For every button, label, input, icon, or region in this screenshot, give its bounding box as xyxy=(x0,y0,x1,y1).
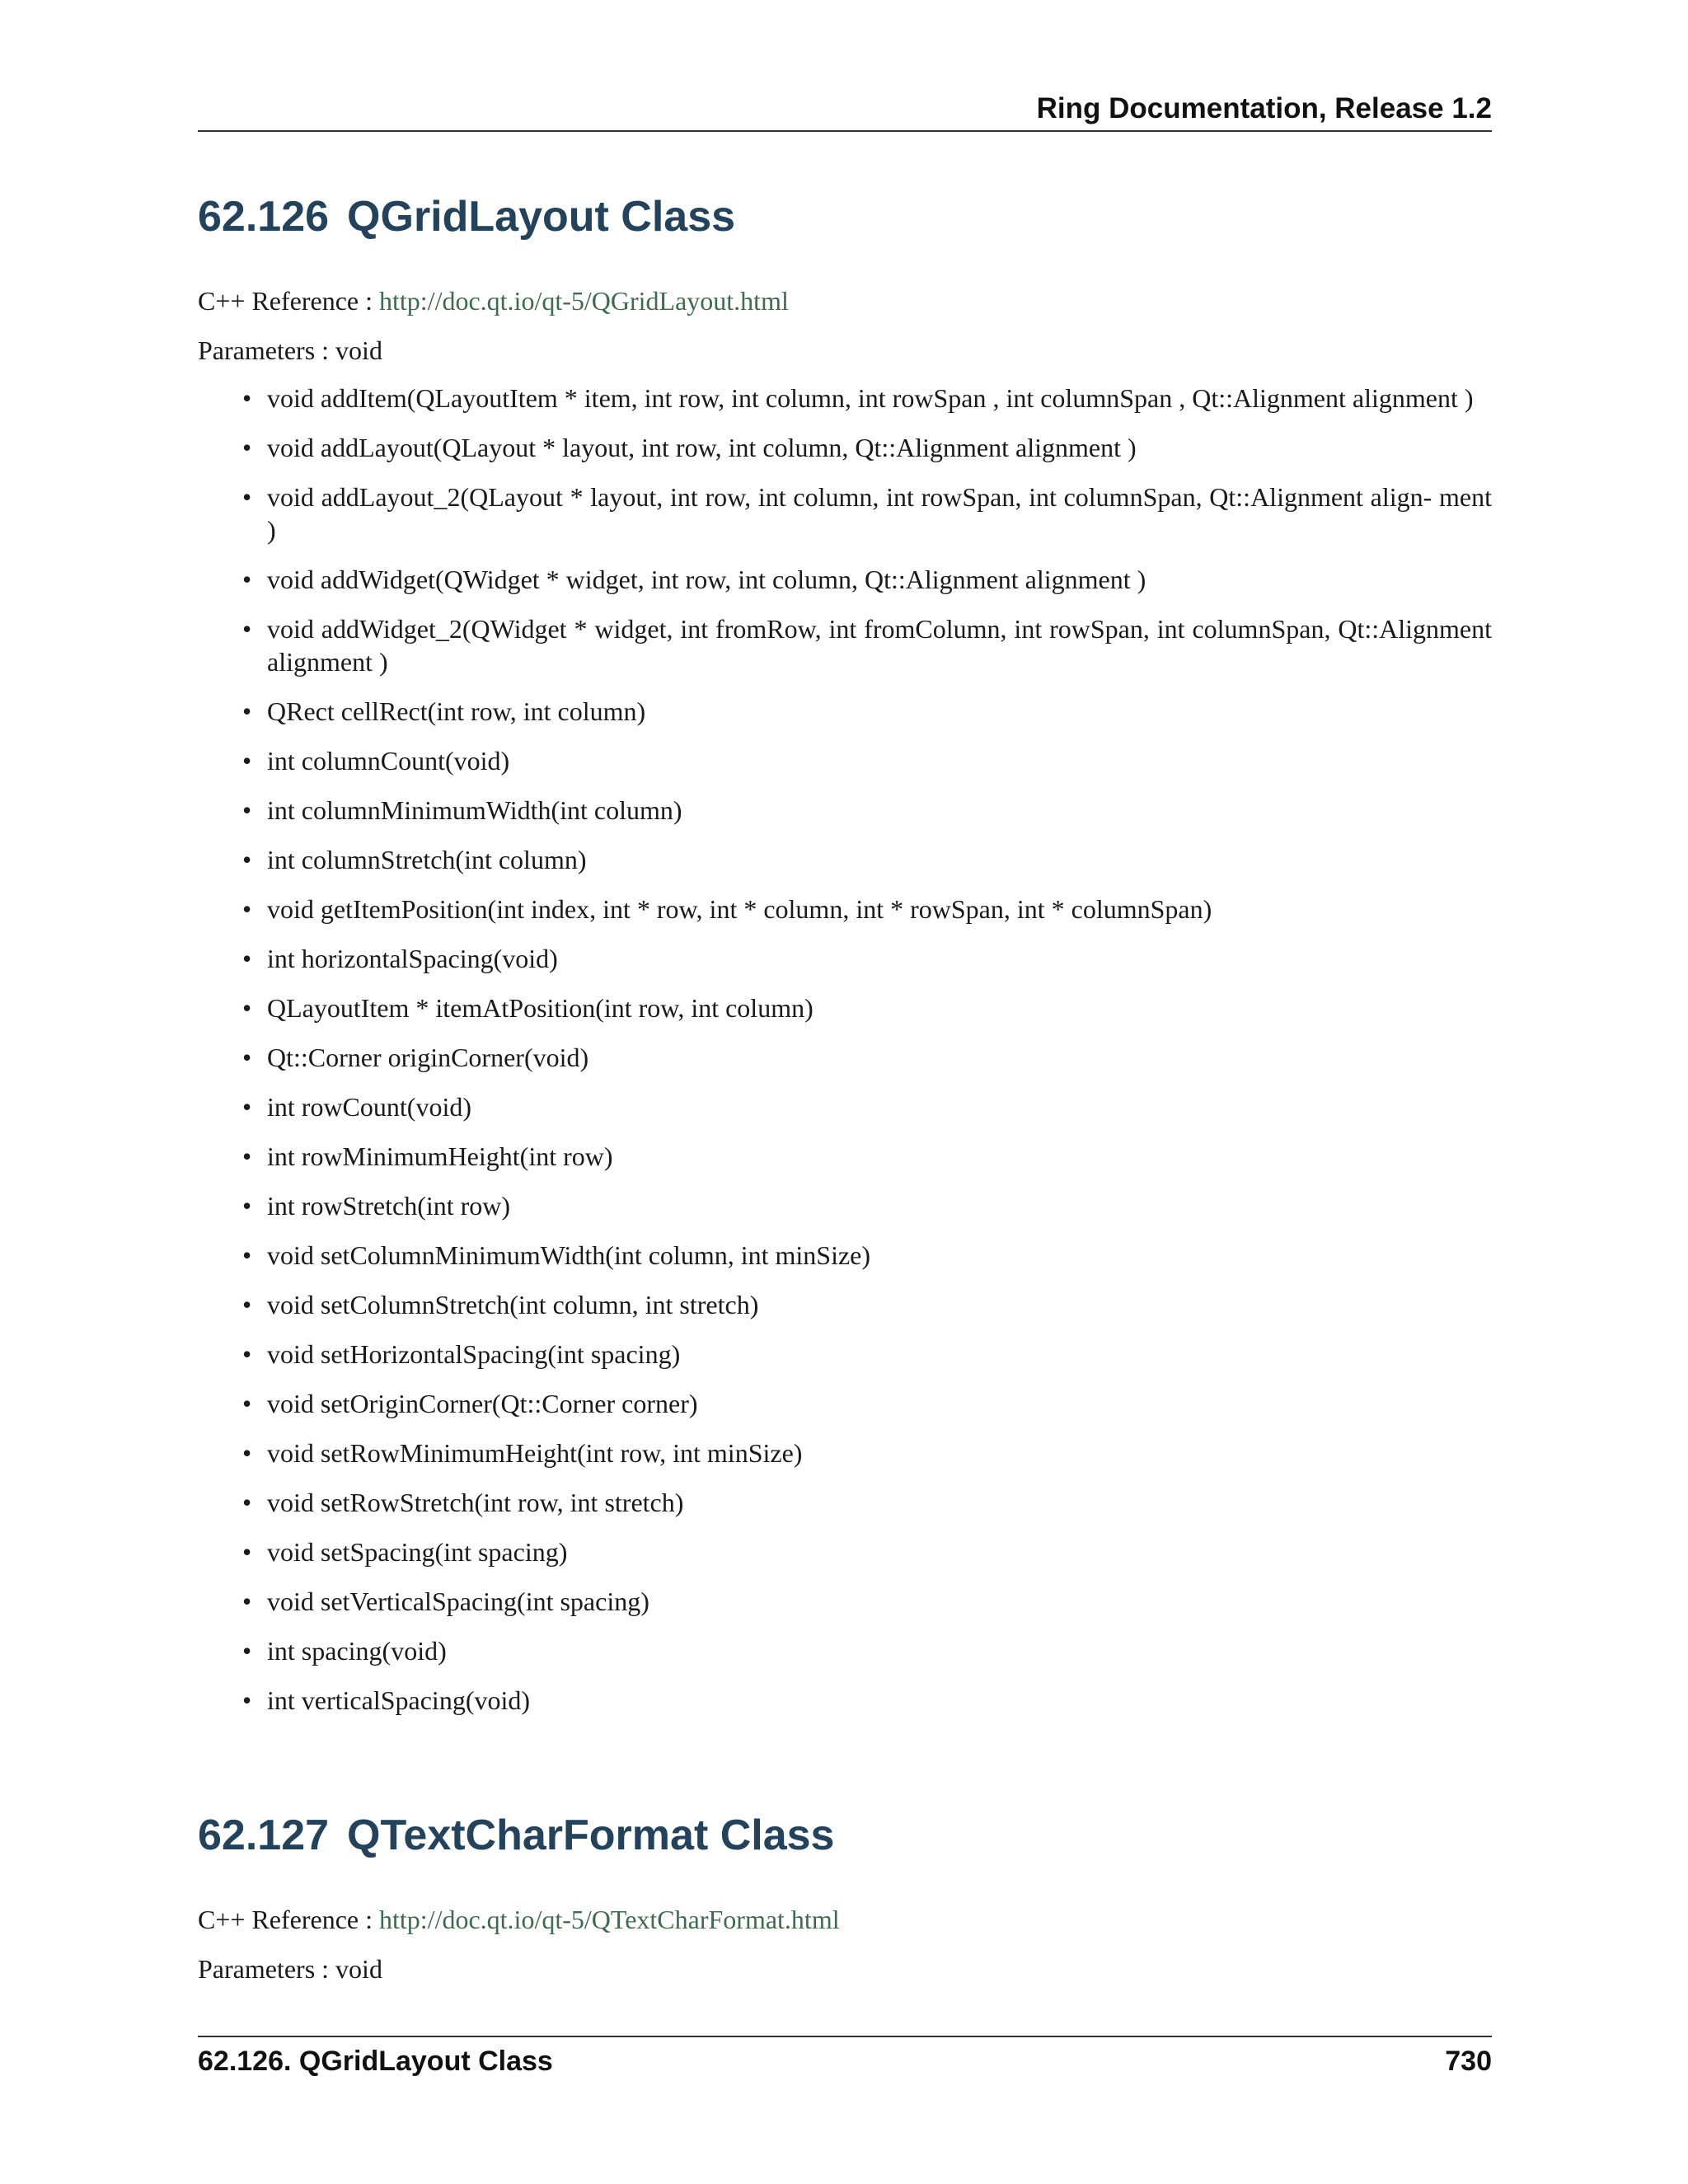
bullet-icon: • xyxy=(242,433,252,462)
method-signature: int rowCount(void) xyxy=(267,1092,471,1122)
bullet-icon: • xyxy=(242,1685,252,1715)
method-signature: void setHorizontalSpacing(int spacing) xyxy=(267,1339,681,1369)
bullet-icon: • xyxy=(242,1537,252,1567)
method-item xyxy=(198,893,1492,926)
bullet-icon: • xyxy=(242,845,252,874)
method-signature: int verticalSpacing(void) xyxy=(267,1685,531,1715)
bullet-icon: • xyxy=(242,795,252,825)
method-item xyxy=(198,431,1492,464)
method-item xyxy=(198,1189,1492,1222)
methods-list xyxy=(198,382,1492,1733)
footer-section-title: 62.126. QGridLayout Class xyxy=(198,2046,553,2077)
bullet-icon: • xyxy=(242,565,252,594)
parameters-line: Parameters : void xyxy=(198,335,382,365)
cpp-reference-line xyxy=(198,284,789,317)
bullet-icon: • xyxy=(242,1389,252,1418)
method-item xyxy=(198,1338,1492,1371)
method-signature: void setRowStretch(int row, int stretch) xyxy=(267,1488,684,1517)
method-signature: int rowStretch(int row) xyxy=(267,1191,511,1221)
section-number: 62.127 xyxy=(198,1811,330,1859)
page-footer xyxy=(198,2036,1492,2087)
method-item xyxy=(198,1684,1492,1717)
section-title: QTextCharFormat Class xyxy=(347,1811,835,1859)
bullet-icon: • xyxy=(242,1043,252,1072)
bullet-icon: • xyxy=(242,614,252,644)
bullet-icon: • xyxy=(242,1586,252,1616)
method-signature: void setSpacing(int spacing) xyxy=(267,1537,568,1567)
method-item xyxy=(198,480,1492,546)
bullet-icon: • xyxy=(242,1092,252,1122)
method-signature: Qt::Corner originCorner(void) xyxy=(267,1043,589,1072)
method-signature: void setRowMinimumHeight(int row, int minSize) xyxy=(267,1438,803,1468)
method-item xyxy=(198,695,1492,728)
reference-link[interactable]: http://doc.qt.io/qt-5/QTextCharFormat.html xyxy=(379,1905,840,1934)
method-item xyxy=(198,991,1492,1024)
page-number: 730 xyxy=(1445,2046,1492,2077)
page-header xyxy=(198,89,1492,132)
bullet-icon: • xyxy=(242,1339,252,1369)
method-item xyxy=(198,744,1492,777)
bullet-icon: • xyxy=(242,944,252,973)
method-signature: int rowMinimumHeight(int row) xyxy=(267,1141,613,1171)
bullet-icon: • xyxy=(242,1488,252,1517)
bullet-icon: • xyxy=(242,993,252,1023)
method-signature: void addWidget(QWidget * widget, int row, int column, Qt::Alignment alignment ) xyxy=(267,565,1146,594)
parameters-line: Parameters : void xyxy=(198,1954,382,1984)
method-signature: int spacing(void) xyxy=(267,1636,447,1666)
method-item xyxy=(198,1535,1492,1568)
method-item xyxy=(198,1436,1492,1469)
method-signature: int columnCount(void) xyxy=(267,746,510,776)
section-number: 62.126 xyxy=(198,193,330,241)
bullet-icon: • xyxy=(242,383,252,413)
method-signature: int horizontalSpacing(void) xyxy=(267,944,558,973)
bullet-icon: • xyxy=(242,1240,252,1270)
method-signature: void setColumnMinimumWidth(int column, int minSize) xyxy=(267,1240,871,1270)
method-signature: void setVerticalSpacing(int spacing) xyxy=(267,1586,649,1616)
bullet-icon: • xyxy=(242,1191,252,1221)
method-signature: int columnMinimumWidth(int column) xyxy=(267,795,682,825)
method-item xyxy=(198,794,1492,827)
method-item xyxy=(198,563,1492,596)
section-title: QGridLayout Class xyxy=(347,193,736,241)
method-item xyxy=(198,1585,1492,1618)
method-signature: int columnStretch(int column) xyxy=(267,845,587,874)
method-item xyxy=(198,612,1492,678)
bullet-icon: • xyxy=(242,1636,252,1666)
bullet-icon: • xyxy=(242,696,252,726)
bullet-icon: • xyxy=(242,482,252,512)
method-item xyxy=(198,1486,1492,1519)
method-item xyxy=(198,1288,1492,1321)
method-item xyxy=(198,1140,1492,1173)
bullet-icon: • xyxy=(242,1141,252,1171)
method-signature: void addLayout(QLayout * layout, int row, int column, Qt::Alignment alignment ) xyxy=(267,433,1137,462)
method-signature: void addItem(QLayoutItem * item, int row, int column, int rowSpan , int columnSpan , Qt::Alignment alignment ) xyxy=(267,383,1474,413)
method-signature: QRect cellRect(int row, int column) xyxy=(267,696,646,726)
bullet-icon: • xyxy=(242,1290,252,1319)
bullet-icon: • xyxy=(242,1438,252,1468)
method-item xyxy=(198,942,1492,975)
method-signature: void setColumnStretch(int column, int stretch) xyxy=(267,1290,759,1319)
section-heading-qgridlayout xyxy=(198,192,735,241)
method-item xyxy=(198,382,1492,415)
method-item xyxy=(198,1387,1492,1420)
bullet-icon: • xyxy=(242,746,252,776)
reference-label: C++ Reference : xyxy=(198,286,379,316)
cpp-reference-line xyxy=(198,1903,840,1936)
reference-label: C++ Reference : xyxy=(198,1905,379,1934)
method-signature: void addWidget_2(QWidget * widget, int fromRow, int fromColumn, int rowSpan, int columnSpan, Qt::Alignment alignment ) xyxy=(267,614,1492,677)
method-item xyxy=(198,1041,1492,1074)
method-item xyxy=(198,843,1492,876)
method-signature: QLayoutItem * itemAtPosition(int row, int column) xyxy=(267,993,814,1023)
reference-link[interactable]: http://doc.qt.io/qt-5/QGridLayout.html xyxy=(379,286,789,316)
document-page xyxy=(198,0,1492,2184)
method-item xyxy=(198,1239,1492,1272)
method-signature: void addLayout_2(QLayout * layout, int row, int column, int rowSpan, int columnSpan, Qt::Alignment align- ment ) xyxy=(267,482,1492,545)
method-item xyxy=(198,1634,1492,1667)
section-heading-qtextcharformat xyxy=(198,1811,834,1860)
method-signature: void getItemPosition(int index, int * row, int * column, int * rowSpan, int * columnSpan) xyxy=(267,894,1212,924)
method-item xyxy=(198,1090,1492,1123)
bullet-icon: • xyxy=(242,894,252,924)
method-signature: void setOriginCorner(Qt::Corner corner) xyxy=(267,1389,698,1418)
header-title: Ring Documentation, Release 1.2 xyxy=(1036,92,1492,124)
